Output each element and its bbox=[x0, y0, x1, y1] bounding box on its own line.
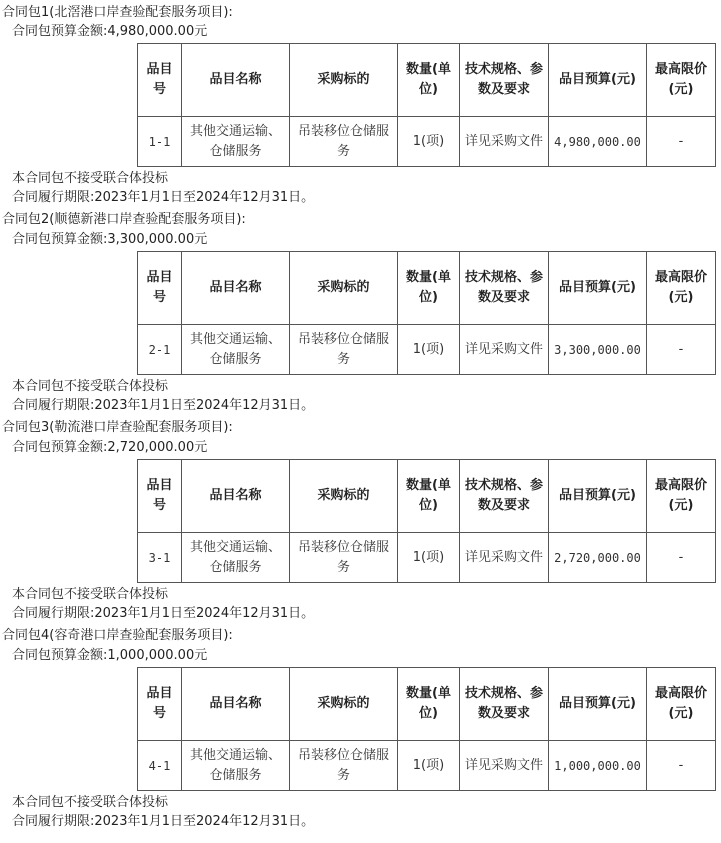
package-table bbox=[137, 251, 716, 375]
header-spec: 技术规格、参数及要求 bbox=[460, 668, 549, 741]
cell-quantity: 1(项) bbox=[398, 741, 460, 791]
cell-budget: 3,300,000.00 bbox=[549, 325, 647, 375]
header-spec: 技术规格、参数及要求 bbox=[460, 252, 549, 325]
header-item-name: 品目名称 bbox=[182, 44, 290, 117]
header-quantity: 数量(单位) bbox=[398, 668, 460, 741]
cell-quantity: 1(项) bbox=[398, 117, 460, 167]
cell-quantity: 1(项) bbox=[398, 325, 460, 375]
cell-item-no: 1-1 bbox=[138, 117, 182, 167]
header-max-price: 最高限价(元) bbox=[647, 44, 716, 117]
cell-item-no: 2-1 bbox=[138, 325, 182, 375]
cell-target: 吊装移位仓储服务 bbox=[290, 533, 398, 583]
header-target: 采购标的 bbox=[290, 44, 398, 117]
header-item-no: 品目号 bbox=[138, 252, 182, 325]
package-budget: 合同包预算金额:2,720,000.00元 bbox=[12, 440, 208, 455]
table-row bbox=[138, 741, 716, 791]
cell-target: 吊装移位仓储服务 bbox=[290, 741, 398, 791]
cell-item-name: 其他交通运输、仓储服务 bbox=[182, 117, 290, 167]
header-spec: 技术规格、参数及要求 bbox=[460, 460, 549, 533]
cell-max-price: - bbox=[647, 325, 716, 375]
header-spec: 技术规格、参数及要求 bbox=[460, 44, 549, 117]
cell-spec: 详见采购文件 bbox=[460, 117, 549, 167]
header-quantity: 数量(单位) bbox=[398, 44, 460, 117]
cell-item-name: 其他交通运输、仓储服务 bbox=[182, 325, 290, 375]
cell-budget: 2,720,000.00 bbox=[549, 533, 647, 583]
table-header-row bbox=[138, 44, 716, 117]
cell-target: 吊装移位仓储服务 bbox=[290, 325, 398, 375]
table-row bbox=[138, 117, 716, 167]
table-row bbox=[138, 325, 716, 375]
package-title: 合同包3(勒流港口岸查验配套服务项目): bbox=[2, 420, 233, 435]
cell-item-name: 其他交通运输、仓储服务 bbox=[182, 533, 290, 583]
header-target: 采购标的 bbox=[290, 252, 398, 325]
header-item-no: 品目号 bbox=[138, 44, 182, 117]
cell-item-name: 其他交通运输、仓储服务 bbox=[182, 741, 290, 791]
cell-budget: 4,980,000.00 bbox=[549, 117, 647, 167]
header-item-name: 品目名称 bbox=[182, 668, 290, 741]
cell-spec: 详见采购文件 bbox=[460, 325, 549, 375]
contract-period: 合同履行期限:2023年1月1日至2024年12月31日。 bbox=[12, 606, 315, 621]
header-quantity: 数量(单位) bbox=[398, 460, 460, 533]
no-consortium-note: 本合同包不接受联合体投标 bbox=[12, 587, 169, 602]
package-title: 合同包4(容奇港口岸查验配套服务项目): bbox=[2, 628, 233, 643]
table-header-row bbox=[138, 460, 716, 533]
package-table bbox=[137, 43, 716, 167]
header-budget: 品目预算(元) bbox=[549, 460, 647, 533]
header-target: 采购标的 bbox=[290, 668, 398, 741]
header-budget: 品目预算(元) bbox=[549, 668, 647, 741]
header-target: 采购标的 bbox=[290, 460, 398, 533]
no-consortium-note: 本合同包不接受联合体投标 bbox=[12, 379, 169, 394]
package-budget: 合同包预算金额:4,980,000.00元 bbox=[12, 24, 208, 39]
contract-period: 合同履行期限:2023年1月1日至2024年12月31日。 bbox=[12, 814, 315, 829]
header-max-price: 最高限价(元) bbox=[647, 460, 716, 533]
package-budget: 合同包预算金额:1,000,000.00元 bbox=[12, 648, 208, 663]
no-consortium-note: 本合同包不接受联合体投标 bbox=[12, 171, 169, 186]
header-item-name: 品目名称 bbox=[182, 460, 290, 533]
package-budget: 合同包预算金额:3,300,000.00元 bbox=[12, 232, 208, 247]
header-budget: 品目预算(元) bbox=[549, 252, 647, 325]
table-row bbox=[138, 533, 716, 583]
cell-item-no: 3-1 bbox=[138, 533, 182, 583]
cell-max-price: - bbox=[647, 533, 716, 583]
header-max-price: 最高限价(元) bbox=[647, 252, 716, 325]
no-consortium-note: 本合同包不接受联合体投标 bbox=[12, 795, 169, 810]
cell-item-no: 4-1 bbox=[138, 741, 182, 791]
cell-target: 吊装移位仓储服务 bbox=[290, 117, 398, 167]
cell-quantity: 1(项) bbox=[398, 533, 460, 583]
contract-period: 合同履行期限:2023年1月1日至2024年12月31日。 bbox=[12, 190, 315, 205]
header-max-price: 最高限价(元) bbox=[647, 668, 716, 741]
package-table bbox=[137, 459, 716, 583]
cell-max-price: - bbox=[647, 117, 716, 167]
contract-period: 合同履行期限:2023年1月1日至2024年12月31日。 bbox=[12, 398, 315, 413]
cell-spec: 详见采购文件 bbox=[460, 741, 549, 791]
cell-max-price: - bbox=[647, 741, 716, 791]
package-table bbox=[137, 667, 716, 791]
header-budget: 品目预算(元) bbox=[549, 44, 647, 117]
package-title: 合同包2(顺德新港口岸查验配套服务项目): bbox=[2, 212, 246, 227]
header-item-name: 品目名称 bbox=[182, 252, 290, 325]
table-header-row bbox=[138, 668, 716, 741]
header-item-no: 品目号 bbox=[138, 668, 182, 741]
cell-spec: 详见采购文件 bbox=[460, 533, 549, 583]
table-header-row bbox=[138, 252, 716, 325]
package-title: 合同包1(北滘港口岸查验配套服务项目): bbox=[2, 5, 233, 20]
cell-budget: 1,000,000.00 bbox=[549, 741, 647, 791]
header-item-no: 品目号 bbox=[138, 460, 182, 533]
header-quantity: 数量(单位) bbox=[398, 252, 460, 325]
